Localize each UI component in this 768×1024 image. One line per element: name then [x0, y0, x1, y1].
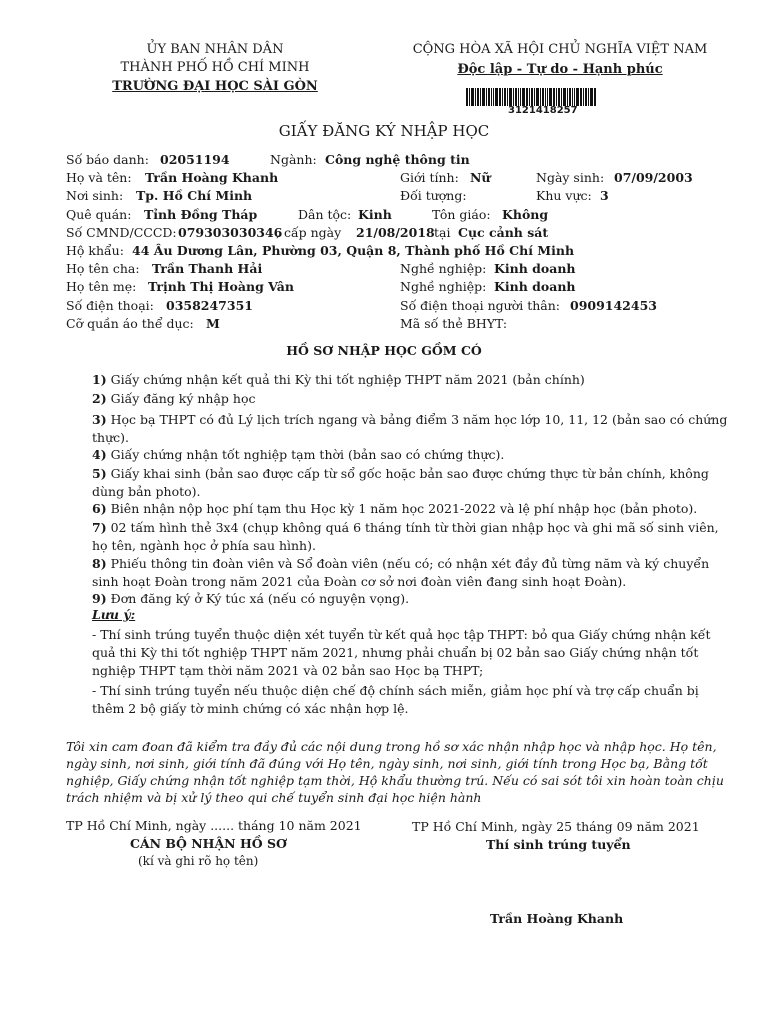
so-bao-danh-label: Số báo danh:: [66, 152, 149, 167]
bhyt-label: Mã số thẻ BHYT:: [400, 316, 508, 331]
ho-ten-value: Trần Hoàng Khanh: [145, 170, 279, 185]
que-quan-label: Quê quán:: [66, 207, 132, 222]
gioi-tinh-value: Nữ: [470, 170, 491, 185]
list-item: 3) Học bạ THPT có đủ Lý lịch trích ngang và bảng điểm 3 năm học lớp 10, 11, 12 (bản sao có chứng thực).: [92, 412, 728, 445]
agency-name: ỦY BAN NHÂN DÂN: [146, 42, 284, 57]
barcode-number: 3121418257: [508, 105, 578, 116]
left-signer-title: CÁN BỘ NHẬN HỒ SƠ: [130, 836, 287, 851]
dan-toc-label: Dân tộc:: [298, 207, 352, 222]
national-title: CỘNG HÒA XÃ HỘI CHỦ NGHĨA VIỆT NAM: [412, 42, 708, 57]
dan-toc-value: Kinh: [358, 207, 392, 222]
list-item: 6) Biên nhận nộp học phí tạm thu Học kỳ 1 năm học 2021-2022 và lệ phí nhập học (bản photo).: [92, 501, 698, 516]
cmnd-value: 079303030346: [178, 225, 283, 240]
note-1: - Thí sinh trúng tuyển thuộc diện xét tuyển từ kết quả học tập THPT: bỏ qua Giấy chứng nhận kết quả thi Kỳ thi tốt nghiệp THPT năm 2021, nhưng phải chuẩn bị 02 bản sao Giấy chứng nhận tốt nghiệp THPT tạm thời năm 2021 và 02 bản sao Học bạ THPT;: [92, 627, 711, 678]
right-signer-name: Trần Hoàng Khanh: [490, 911, 624, 926]
que-quan-value: Tỉnh Đồng Tháp: [144, 207, 258, 222]
list-item: 8) Phiếu thông tin đoàn viên và Sổ đoàn viên (nếu có; có nhận xét đầy đủ từng năm và ký chuyển sinh hoạt Đoàn trong năm 2021 của Đoàn cơ sở nơi đoàn viên đang sinh hoạt Đoàn).: [92, 556, 710, 589]
doi-tuong-label: Đối tượng:: [400, 188, 467, 203]
khu-vuc-label: Khu vực:: [536, 188, 592, 203]
ho-ten-me-label: Họ tên mẹ:: [66, 279, 137, 294]
declaration: Tôi xin cam đoan đã kiểm tra đầy đủ các nội dung trong hồ sơ xác nhận nhập học và nhập học. Họ tên, ngày sinh, nơi sinh, giới tính đã đúng với Họ tên, ngày sinh, nơi sinh, giới tính trong Học bạ, Bằng tốt nghiệp, Giấy chứng nhận tốt nghiệp tạm thời, Hộ khẩu thường trú. Nếu có sai sót tôi xin hoàn toàn chịu trách nhiệm và bị xử lý theo qui chế tuyển sinh đại học hiện hành: [66, 739, 724, 805]
right-signer-title: Thí sinh trúng tuyển: [486, 837, 631, 852]
nghe-nghiep-cha-label: Nghề nghiệp:: [400, 261, 487, 276]
note-label: Lưu ý:: [92, 607, 136, 622]
khu-vuc-value: 3: [600, 188, 609, 203]
list-item: 7) 02 tấm hình thẻ 3x4 (chụp không quá 6 tháng tính từ thời gian nhập học và ghi mã số sinh viên, họ tên, ngành học ở phía sau hình).: [92, 520, 719, 553]
ho-ten-label: Họ và tên:: [66, 170, 132, 185]
cap-ngay-value: 21/08/2018: [356, 225, 435, 240]
noi-sinh-value: Tp. Hồ Chí Minh: [136, 188, 253, 203]
document-title: GIẤY ĐĂNG KÝ NHẬP HỌC: [278, 122, 490, 140]
city-name: THÀNH PHỐ HỒ CHÍ MINH: [120, 60, 310, 75]
nghe-nghiep-me-label: Nghề nghiệp:: [400, 279, 487, 294]
gioi-tinh-label: Giới tính:: [400, 170, 459, 185]
sdt-nguoi-than-value: 0909142453: [570, 298, 657, 313]
ton-giao-label: Tôn giáo:: [432, 207, 491, 222]
list-item: 4) Giấy chứng nhận tốt nghiệp tạm thời (bản sao có chứng thực).: [92, 447, 505, 462]
ho-khau-label: Hộ khẩu:: [66, 243, 124, 258]
so-dien-thoai-label: Số điện thoại:: [66, 298, 154, 313]
tai-label: tại: [434, 225, 451, 240]
ho-ten-me-value: Trịnh Thị Hoàng Vân: [148, 279, 294, 294]
ngay-sinh-value: 07/09/2003: [614, 170, 693, 185]
national-motto: Độc lập - Tự do - Hạnh phúc: [457, 62, 663, 77]
noi-cap-value: Cục cảnh sát: [458, 225, 549, 240]
cmnd-label: Số CMND/CCCD:: [66, 225, 177, 240]
co-quan-ao-value: M: [206, 316, 220, 331]
left-date: TP Hồ Chí Minh, ngày ...... tháng 10 năm 2021: [66, 818, 362, 833]
section-title: HỒ SƠ NHẬP HỌC GỒM CÓ: [286, 343, 482, 358]
right-date: TP Hồ Chí Minh, ngày 25 tháng 09 năm 2021: [412, 819, 700, 834]
co-quan-ao-label: Cỡ quần áo thể dục:: [66, 316, 194, 331]
list-item: 9) Đơn đăng ký ở Ký túc xá (nếu có nguyện vọng).: [92, 591, 410, 606]
ho-ten-cha-value: Trần Thanh Hải: [152, 261, 263, 276]
cap-ngay-label: , cấp ngày: [276, 225, 342, 240]
nganh-value: Công nghệ thông tin: [325, 152, 470, 167]
barcode-icon: [466, 88, 596, 106]
list-item: 1) Giấy chứng nhận kết quả thi Kỳ thi tốt nghiệp THPT năm 2021 (bản chính): [92, 372, 585, 387]
list-item: 5) Giấy khai sinh (bản sao được cấp từ sổ gốc hoặc bản sao được chứng thực từ bản chính, không dùng bản photo).: [92, 466, 709, 499]
nghe-nghiep-cha-value: Kinh doanh: [494, 261, 576, 276]
ho-khau-value: 44 Âu Dương Lân, Phường 03, Quận 8, Thành phố Hồ Chí Minh: [132, 243, 575, 258]
sdt-nguoi-than-label: Số điện thoại người thân:: [400, 298, 561, 313]
so-dien-thoai-value: 0358247351: [166, 298, 253, 313]
ho-ten-cha-label: Họ tên cha:: [66, 261, 140, 276]
so-bao-danh-value: 02051194: [160, 152, 230, 167]
university-name: TRƯỜNG ĐẠI HỌC SÀI GÒN: [112, 79, 318, 94]
left-signer-sub: (kí và ghi rõ họ tên): [138, 854, 259, 868]
ton-giao-value: Không: [502, 207, 549, 222]
nganh-label: Ngành:: [270, 152, 317, 167]
ngay-sinh-label: Ngày sinh:: [536, 170, 605, 185]
noi-sinh-label: Nơi sinh:: [66, 188, 124, 203]
list-item: 2) Giấy đăng ký nhập học: [92, 391, 256, 406]
note-2: - Thí sinh trúng tuyển nếu thuộc diện chế độ chính sách miễn, giảm học phí và trợ cấp chuẩn bị thêm 2 bộ giấy tờ minh chứng có xác nhận hợp lệ.: [92, 683, 699, 716]
nghe-nghiep-me-value: Kinh doanh: [494, 279, 576, 294]
